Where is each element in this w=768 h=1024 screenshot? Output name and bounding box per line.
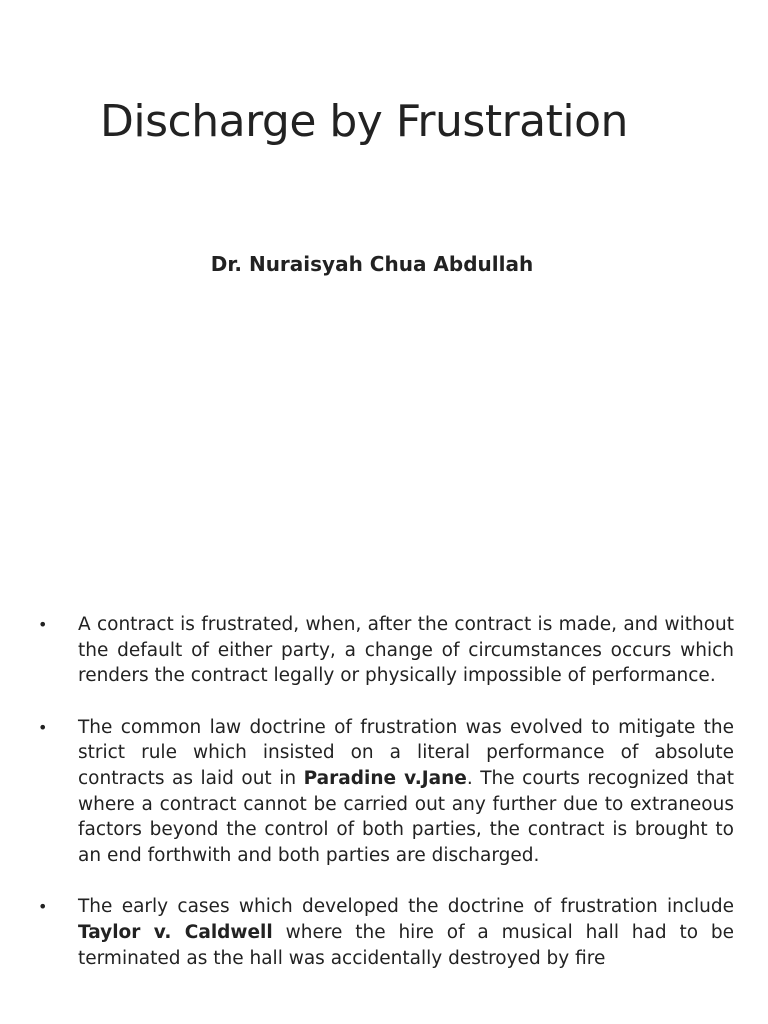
- slide-title: Discharge by Frustration: [100, 96, 628, 147]
- slide-author: Dr. Nuraisyah Chua Abdullah: [210, 252, 534, 276]
- text-segment: where the hire of a musical hall had to be terminated as the hall was accidentally destroyed by fire: [78, 921, 735, 969]
- text-segment: The early cases which developed the doctrine of frustration include: [78, 896, 734, 918]
- bullet-item: [0, 715, 768, 869]
- bullet-item: [0, 612, 768, 689]
- bullet-text: [78, 715, 734, 869]
- bullet-text: [78, 894, 734, 971]
- text-segment: The common law doctrine of frustration was evolved to mitigate the strict rule which insisted on a literal performance of absolute contracts as laid out in: [78, 716, 734, 789]
- bullet-marker: •: [38, 897, 48, 917]
- bullet-list: [0, 612, 768, 997]
- text-segment: A contract is frustrated, when, after the contract is made, and without the default of either party, a change of circumstances occurs which renders the contract legally or physically impossible of performance.: [78, 614, 734, 687]
- bullet-item: [0, 894, 768, 971]
- text-segment: . The courts recognized that where a contract cannot be carried out any further due to extraneous factors beyond the control of both parties, the contract is brought to an end forthwith and both parties are discharged.: [78, 767, 735, 866]
- bullet-marker: •: [38, 615, 48, 634]
- case-name-paradine-v-jane: Paradine v.Jane: [303, 767, 467, 789]
- bullet-text: [78, 612, 734, 689]
- bullet-marker: •: [38, 717, 48, 737]
- case-name-taylor-v-caldwell: Taylor v. Caldwell: [78, 921, 273, 943]
